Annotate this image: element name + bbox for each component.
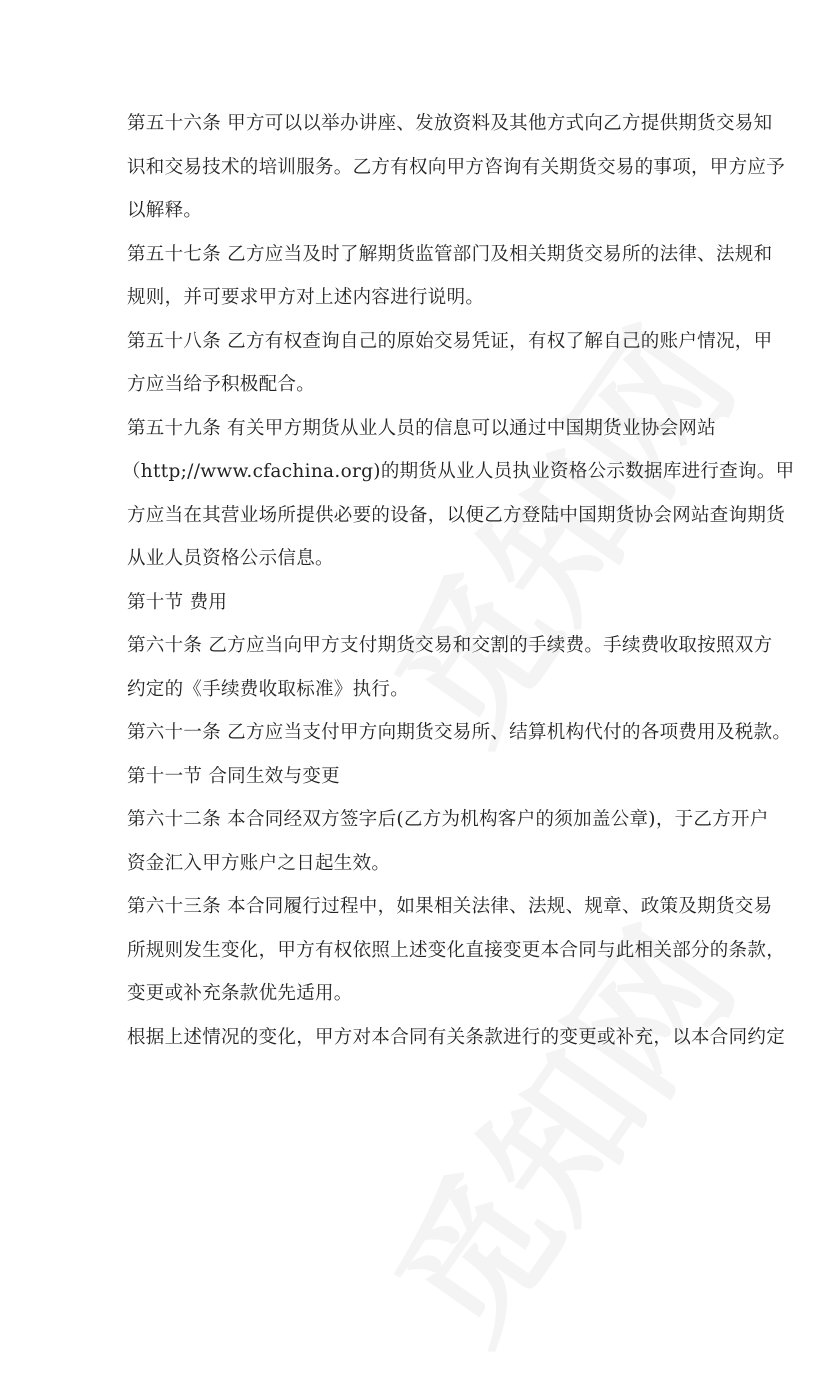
article-63-line-3: 变更或补充条款优先适用。 <box>127 983 353 1004</box>
article-59-line-4: 从业人员资格公示信息。 <box>127 548 334 569</box>
article-61-line-1: 第六十一条 乙方应当支付甲方向期货交易所、结算机构代付的各项费用及税款。 <box>127 722 792 743</box>
article-59-line-3: 方应当在其营业场所提供必要的设备，以便乙方登陆中国期货协会网站查询期货 <box>127 505 786 526</box>
article-60-line-1: 第六十条 乙方应当向甲方支付期货交易和交割的手续费。手续费收取按照双方 <box>127 635 773 656</box>
article-58-line-2: 方应当给予积极配合。 <box>127 374 316 395</box>
article-63-line-2: 所规则发生变化，甲方有权依照上述变化直接变更本合同与此相关部分的条款， <box>127 940 786 961</box>
article-60-line-2: 约定的《手续费收取标准》执行。 <box>127 679 410 700</box>
section-10-heading: 第十节 费用 <box>127 592 228 613</box>
section-11-heading: 第十一节 合同生效与变更 <box>127 766 340 787</box>
article-62-line-1: 第六十二条 本合同经双方签字后(乙方为机构客户的须加盖公章)，于乙方开户 <box>127 809 769 830</box>
article-57-line-2: 规则，并可要求甲方对上述内容进行说明。 <box>127 287 485 308</box>
article-59-line-1: 第五十九条 有关甲方期货从业人员的信息可以通过中国期货业协会网站 <box>127 418 716 439</box>
article-56-line-3: 以解释。 <box>127 200 203 221</box>
article-59-line-2: （http;//www.cfachina.org)的期货从业人员执业资格公示数据库进行查询。甲 <box>122 461 795 482</box>
article-62-line-2: 资金汇入甲方账户之日起生效。 <box>127 853 391 874</box>
paragraph-changes-line-1: 根据上述情况的变化，甲方对本合同有关条款进行的变更或补充，以本合同约定 <box>127 1027 786 1048</box>
article-56-line-1: 第五十六条 甲方可以以举办讲座、发放资料及其他方式向乙方提供期货交易知 <box>127 113 773 134</box>
article-63-line-1: 第六十三条 本合同履行过程中，如果相关法律、法规、规章、政策及期货交易 <box>127 896 773 917</box>
article-56-line-2: 识和交易技术的培训服务。乙方有权向甲方咨询有关期货交易的事项，甲方应予 <box>127 157 786 178</box>
article-58-line-1: 第五十八条 乙方有权查询自己的原始交易凭证，有权了解自己的账户情况，甲 <box>127 331 773 352</box>
article-57-line-1: 第五十七条 乙方应当及时了解期货监管部门及相关期货交易所的法律、法规和 <box>127 244 773 265</box>
